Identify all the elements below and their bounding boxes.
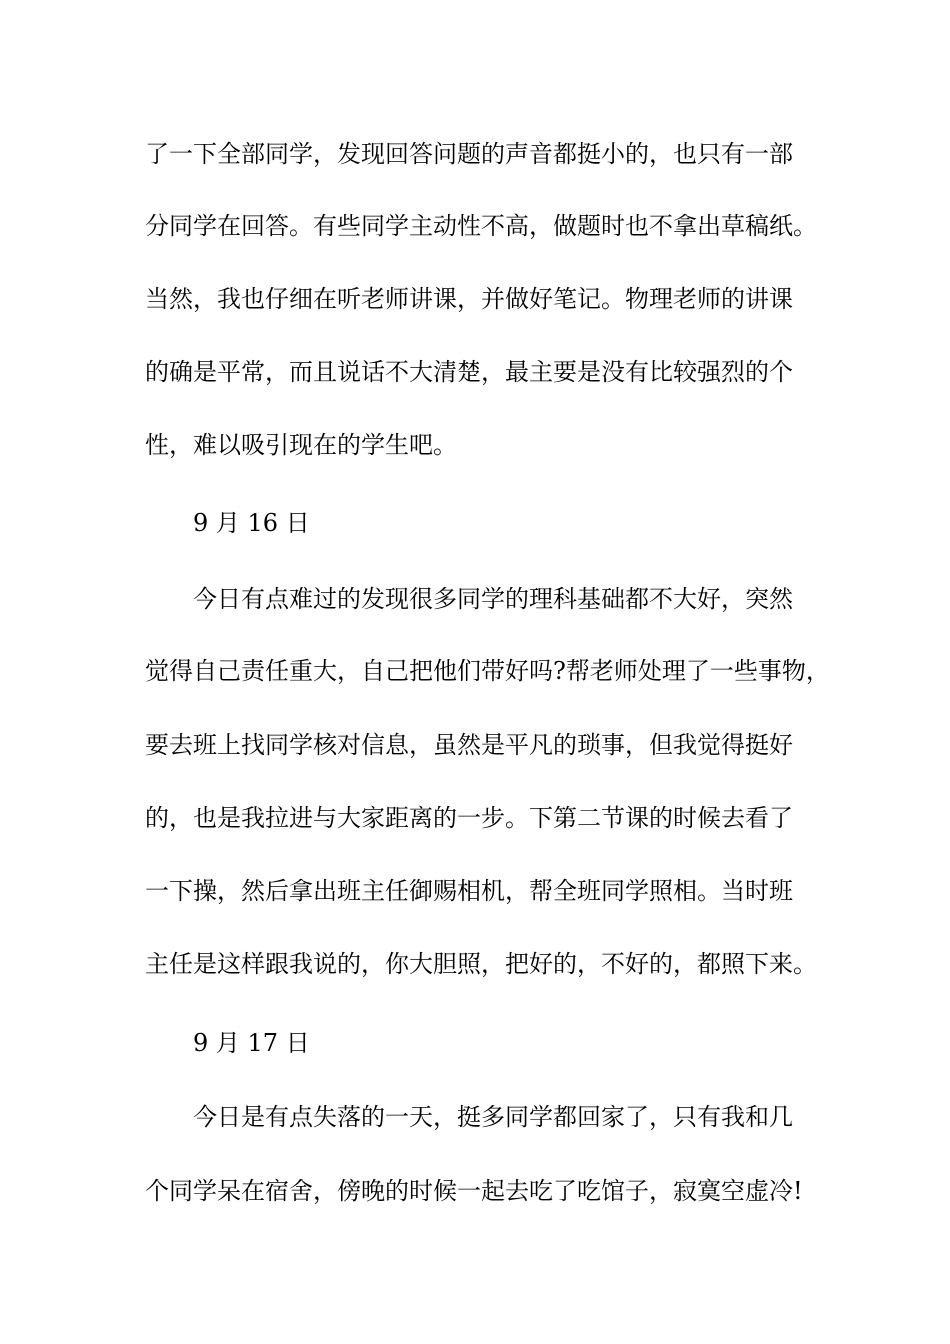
text-line: 要去班上找同学核对信息，虽然是平凡的琐事，但我觉得挺好 [145, 731, 793, 759]
paragraph-first-line: 今日是有点失落的一天，挺多同学都回家了，只有我和几 [193, 1103, 793, 1131]
date-heading: 9 月 17 日 [193, 1029, 310, 1057]
text-line: 当然，我也仔细在听老师讲课，并做好笔记。物理老师的讲课 [145, 285, 793, 313]
text-line: 个同学呆在宿舍，傍晚的时候一起去吃了吃馆子，寂寞空虚冷! [145, 1177, 803, 1205]
paragraph-first-line: 今日有点难过的发现很多同学的理科基础都不大好，突然 [193, 585, 793, 613]
date-heading: 9 月 16 日 [193, 509, 310, 537]
text-line: 的确是平常，而且说话不大清楚，最主要是没有比较强烈的个 [145, 358, 793, 386]
text-line: 的，也是我拉进与大家距离的一步。下第二节课的时候去看了 [145, 804, 793, 832]
text-line: 分同学在回答。有些同学主动性不高，做题时也不拿出草稿纸。 [145, 212, 817, 240]
text-line: 性，难以吸引现在的学生吧。 [145, 431, 457, 459]
text-line: 一下操，然后拿出班主任御赐相机，帮全班同学照相。当时班 [145, 877, 793, 905]
text-line: 主任是这样跟我说的，你大胆照，把好的，不好的，都照下来。 [145, 950, 817, 978]
text-line: 觉得自己责任重大，自己把他们带好吗?帮老师处理了一些事物， [145, 657, 830, 685]
text-line: 了一下全部同学，发现回答问题的声音都挺小的，也只有一部 [145, 140, 793, 168]
